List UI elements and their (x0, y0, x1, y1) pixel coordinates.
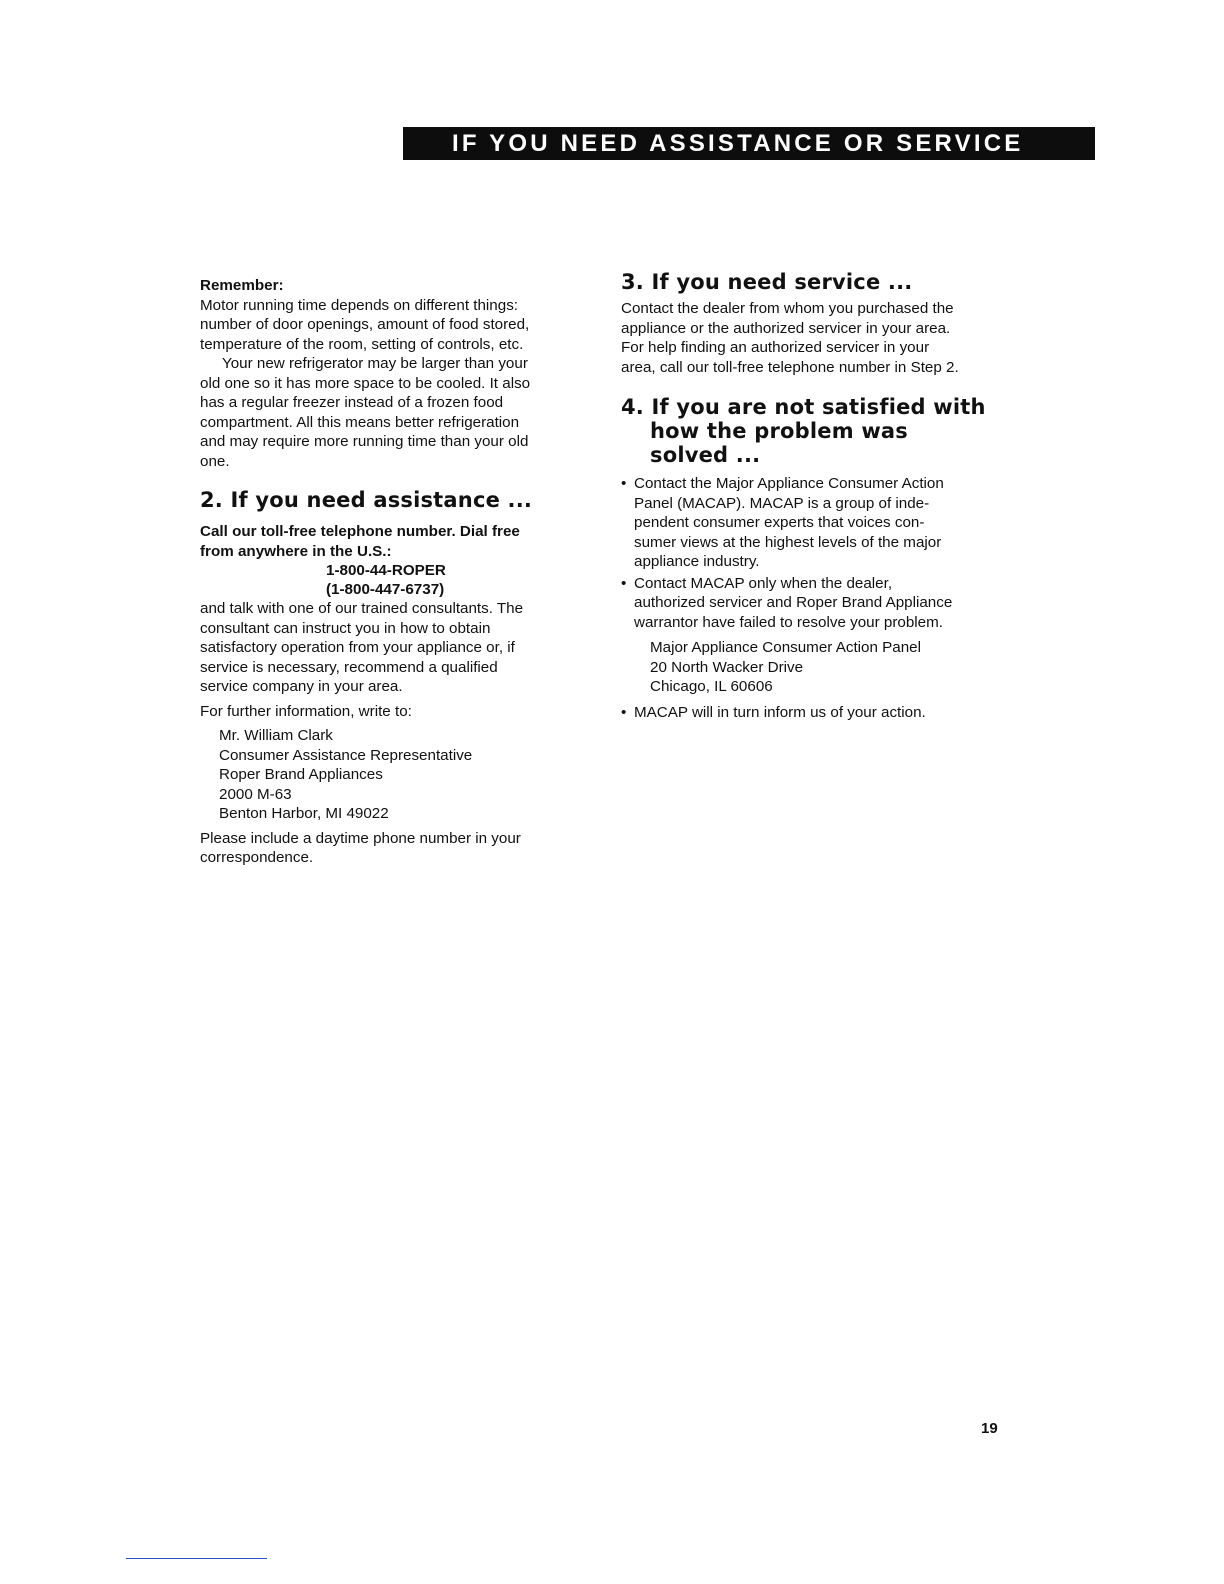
phone-digits: (1-800-447-6737) (326, 581, 445, 598)
bullet-line: appliance industry. (634, 553, 760, 570)
bullet-line: pendent consumer experts that voices con- (634, 514, 925, 531)
paragraph-line: compartment. All this means better refrigeration (200, 413, 520, 431)
macap-address-line: 20 North Wacker Drive (650, 658, 804, 676)
remember-line: number of door openings, amount of food stored, (200, 316, 530, 333)
consult-line: satisfactory operation from your appliance or, if (200, 639, 515, 656)
macap-address-line: Major Appliance Consumer Action Panel (650, 639, 921, 656)
further-info-line: For further information, write to: (200, 702, 412, 720)
remember-line: temperature of the room, setting of controls, etc. (200, 335, 524, 353)
bullet-icon: • (621, 475, 627, 492)
section-4-heading-line: how the problem was (650, 419, 908, 443)
service-line: area, call our toll-free telephone number in Step 2. (621, 358, 959, 376)
paragraph-line: old one so it has more space to be cooled. It also (200, 374, 531, 392)
refrigerator-paragraph (200, 354, 590, 471)
bullet-macap-contact (621, 574, 1021, 633)
paragraph-line: one. (200, 452, 230, 470)
section-3-heading: 3. If you need service ... (621, 270, 913, 294)
paragraph-line: and may require more running time than your old (200, 433, 529, 450)
phone-note (200, 829, 590, 868)
right-column (621, 270, 1021, 722)
bullet-macap-intro (621, 474, 1021, 572)
macap-address (621, 638, 1021, 697)
consultant-paragraph (200, 599, 590, 697)
service-line: For help finding an authorized servicer in your (621, 339, 930, 356)
address-line: Consumer Assistance Representative (219, 746, 473, 764)
footer-rule (126, 1558, 267, 1559)
bullet-macap-inform (621, 703, 1021, 723)
remember-label: Remember: (200, 277, 284, 294)
macap-address-line: Chicago, IL 60606 (650, 678, 773, 695)
phone-letters: 1-800-44-ROPER (326, 562, 446, 579)
bullet-icon: • (621, 574, 627, 592)
left-column (200, 276, 590, 868)
section-4-heading-line: solved ... (650, 443, 761, 467)
service-line: Contact the dealer from whom you purchased the (621, 300, 954, 317)
call-line: Call our toll-free telephone number. Dial free (200, 523, 520, 540)
service-line: appliance or the authorized servicer in your area. (621, 319, 951, 337)
bullet-line: sumer views at the highest levels of the major (634, 533, 942, 551)
mailing-address (200, 726, 590, 824)
address-line: Roper Brand Appliances (219, 766, 383, 783)
call-instructions (200, 522, 590, 561)
section-4-heading (621, 395, 1021, 467)
service-paragraph (621, 299, 1021, 377)
consult-line: service company in your area. (200, 678, 403, 695)
address-line: Mr. William Clark (219, 727, 333, 744)
bullet-icon: • (621, 703, 627, 721)
please-line: correspondence. (200, 849, 314, 866)
paragraph-line: has a regular freezer instead of a frozen food (200, 394, 504, 411)
remember-line: Motor running time depends on different things: (200, 296, 519, 314)
remember-text (200, 296, 590, 355)
call-line: from anywhere in the U.S.: (200, 542, 392, 560)
address-line: Benton Harbor, MI 49022 (219, 805, 389, 822)
consult-line: and talk with one of our trained consultants. The (200, 600, 524, 617)
bullet-line: Panel (MACAP). MACAP is a group of inde- (634, 494, 930, 512)
page-number: 19 (981, 1420, 998, 1437)
section-2-heading: 2. If you need assistance ... (200, 488, 533, 512)
consult-line: consultant can instruct you in how to obtain (200, 619, 491, 637)
bullet-line: Contact the Major Appliance Consumer Action (634, 475, 944, 492)
section-title-bar: IF YOU NEED ASSISTANCE OR SERVICE (403, 127, 1095, 160)
bullet-line: warrantor have failed to resolve your problem. (634, 613, 943, 631)
address-line: 2000 M-63 (219, 785, 292, 803)
bullet-line: MACAP will in turn inform us of your action. (634, 703, 926, 721)
bullet-line: Contact MACAP only when the dealer, (634, 574, 893, 592)
paragraph-line: Your new refrigerator may be larger than your (222, 355, 528, 372)
please-line: Please include a daytime phone number in your (200, 829, 521, 847)
section-4-heading-line: 4. If you are not satisfied with (621, 395, 986, 419)
bullet-line: authorized servicer and Roper Brand Appliance (634, 594, 953, 611)
consult-line: service is necessary, recommend a qualified (200, 658, 498, 676)
